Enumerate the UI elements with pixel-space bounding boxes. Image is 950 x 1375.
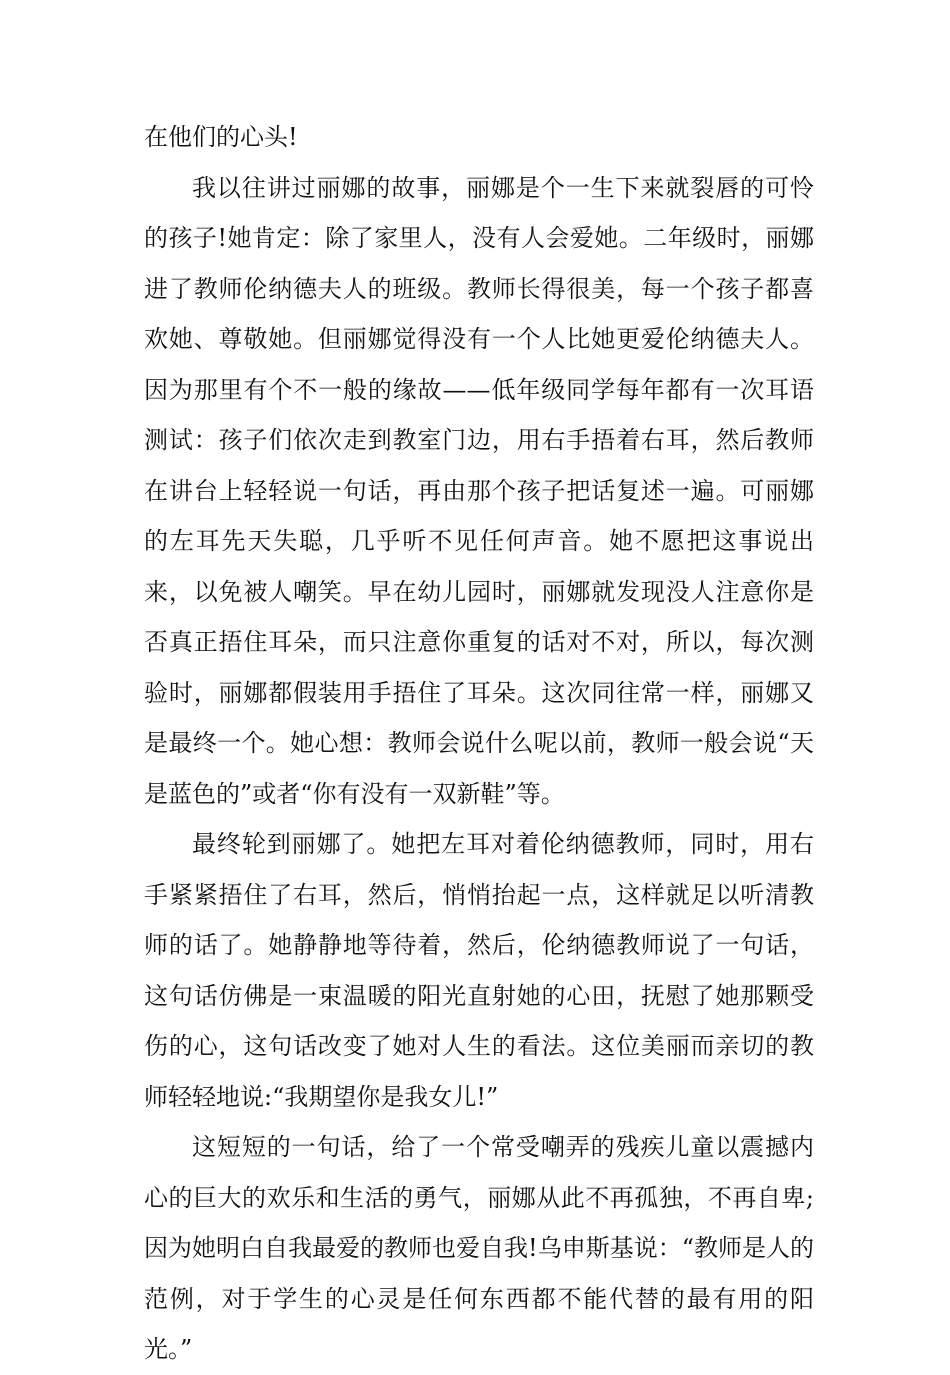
paragraph-continuation: 在他们的心头! [144,123,298,151]
paragraph-lina-turn: 最终轮到丽娜了。她把左耳对着伦纳德教师，同时，用右手紧紧捂住了右耳，然后，悄悄抬起一点，这样就足以听清教师的话了。她静静地等待着，然后，伦纳德教师说了一句话，这句话仿佛是一束温暖的阳光直射她的心田，抚慰了她那颗受伤的心，这句话改变了她对人生的看法。这位美丽而亲切的教师轻轻地说:“我期望你是我女儿!” [144,830,814,1111]
paragraph-conclusion: 这短短的一句话，给了一个常受嘲弄的残疾儿童以震撼内心的巨大的欢乐和生活的勇气，丽娜从此不再孤独，不再自卑;因为她明白自我最爱的教师也爱自我!乌申斯基说：“教师是人的范例，对于学生的心灵是任何东西都不能代替的最有用的阳光。” [144,1133,814,1363]
document-body [144,112,814,1375]
paragraph-lina-story: 我以往讲过丽娜的故事，丽娜是个一生下来就裂唇的可怜的孩子!她肯定：除了家里人，没有人会爱她。二年级时，丽娜进了教师伦纳德夫人的班级。教师长得很美，每一个孩子都喜欢她、尊敬她。但丽娜觉得没有一个人比她更爱伦纳德夫人。因为那里有个不一般的缘故——低年级同学每年都有一次耳语测试：孩子们依次走到教室门边，用右手捂着右耳，然后教师在讲台上轻轻说一句话，再由那个孩子把话复述一遍。可丽娜的左耳先天失聪，几乎听不见任何声音。她不愿把这事说出来，以免被人嘲笑。早在幼儿园时，丽娜就发现没人注意你是否真正捂住耳朵，而只注意你重复的话对不对，所以，每次测验时，丽娜都假装用手捂住了耳朵。这次同往常一样，丽娜又是最终一个。她心想：教师会说什么呢以前，教师一般会说“天是蓝色的”或者“你有没有一双新鞋”等。 [144,173,814,808]
